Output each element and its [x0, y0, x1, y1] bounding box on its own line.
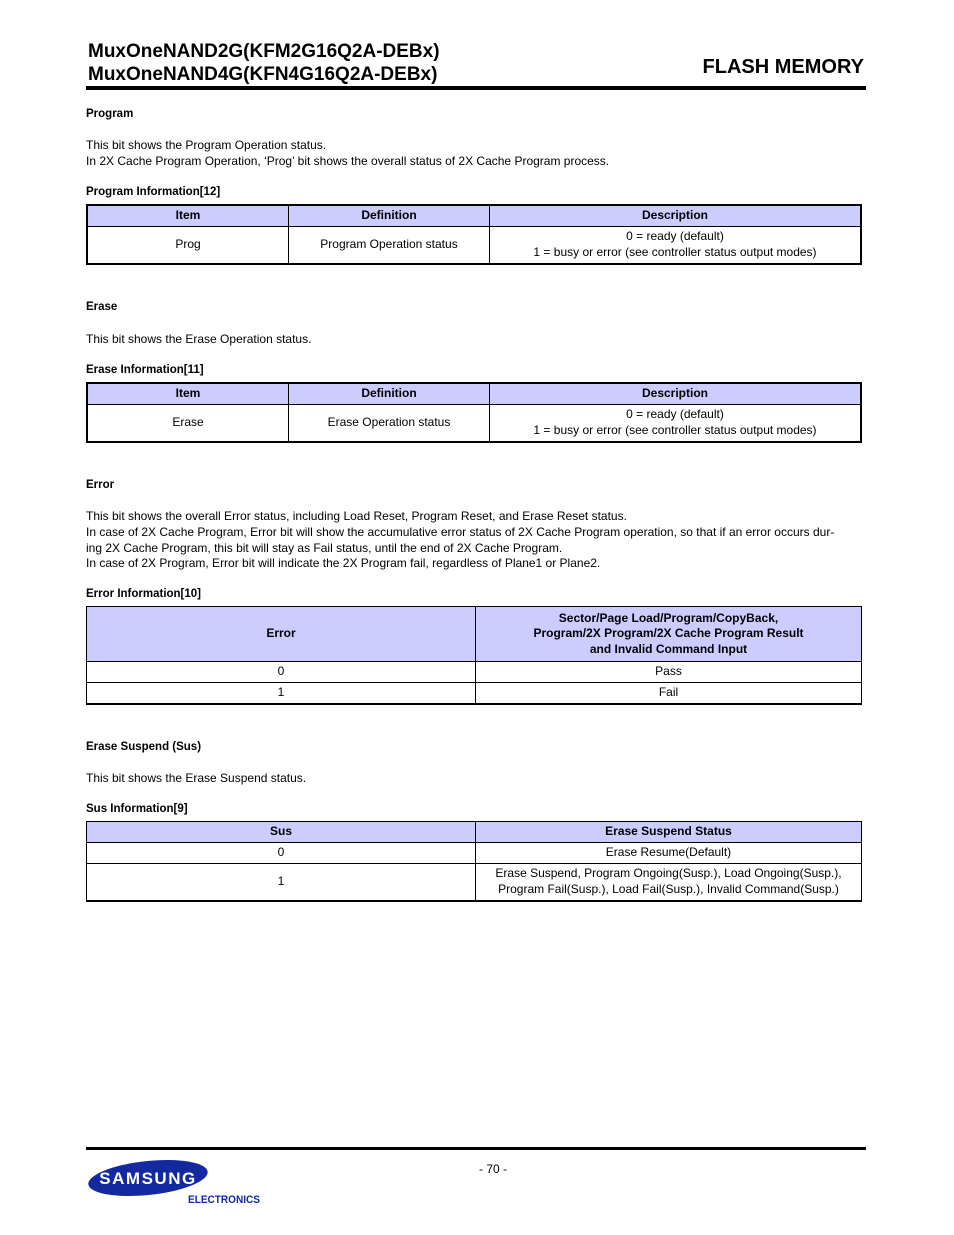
table-row — [87, 864, 862, 901]
program-table-title: Program Information[12] — [86, 186, 221, 198]
samsung-logo — [86, 1156, 266, 1213]
table-header-cell: Description — [490, 205, 862, 227]
table-cell: Fail — [476, 683, 862, 704]
error-text-line: This bit shows the overall Error status, including Load Reset, Program Reset, and Erase Reset status. — [86, 509, 627, 523]
sus-info-table — [86, 821, 862, 902]
table-header-cell: Definition — [289, 383, 490, 405]
program-section-title: Program — [86, 108, 134, 120]
error-text-line: In case of 2X Cache Program, Error bit will show the accumulative error status of 2X Cache Program operation, so that if an error occurs dur- — [86, 524, 835, 539]
error-text-line: In case of 2X Program, Error bit will indicate the 2X Program fail, regardless of Plane1 or Plane2. — [86, 556, 601, 571]
table-cell: 1 — [87, 683, 476, 704]
cell-line: Erase Suspend, Program Ongoing(Susp.), Load Ongoing(Susp.), — [495, 866, 842, 881]
error-section-title: Error — [86, 479, 115, 491]
cell-line: 0 = ready (default) — [626, 407, 724, 422]
cell-line: 1 = busy or error (see controller status output modes) — [533, 422, 817, 437]
sus-description — [86, 771, 866, 787]
table-cell: Erase — [87, 405, 289, 442]
header-line: Program/2X Program/2X Cache Program Result — [533, 626, 804, 641]
table-header-cell: Erase Suspend Status — [476, 822, 862, 843]
table-row — [87, 683, 862, 704]
table-header-cell: Item — [87, 205, 289, 227]
table-cell: 0 — [87, 843, 476, 864]
table-cell: 1 — [87, 864, 476, 901]
table-cell: Erase Resume(Default) — [476, 843, 862, 864]
table-cell: Pass — [476, 662, 862, 683]
footer-rule — [86, 1147, 866, 1150]
table-cell: Erase Operation status — [289, 405, 490, 442]
cell-line: 0 = ready (default) — [626, 229, 724, 244]
table-cell: 0 — [87, 662, 476, 683]
table-header-cell: Description — [490, 383, 862, 405]
table-row — [87, 405, 861, 442]
erase-text-line: This bit shows the Erase Operation status. — [86, 332, 312, 346]
erase-table-title: Erase Information[11] — [86, 364, 204, 376]
table-cell: Prog — [87, 227, 289, 264]
logo-subtext: ELECTRONICS — [188, 1194, 260, 1206]
title-line-2: MuxOneNAND4G(KFN4G16Q2A-DEBx) — [88, 64, 438, 85]
table-row — [87, 843, 862, 864]
table-header-cell: Definition — [289, 205, 490, 227]
erase-info-table — [86, 382, 862, 443]
table-row — [87, 227, 861, 264]
sus-section-title: Erase Suspend (Sus) — [86, 741, 202, 753]
table-cell — [476, 864, 862, 901]
error-text-line: ing 2X Cache Program, this bit will stay as Fail status, until the end of 2X Cache Program. — [86, 540, 563, 555]
samsung-logo-icon — [86, 1156, 266, 1208]
header-category: FLASH MEMORY — [702, 56, 864, 78]
sus-text-line: This bit shows the Erase Suspend status. — [86, 771, 307, 785]
table-cell: Program Operation status — [289, 227, 490, 264]
erase-description — [86, 332, 866, 348]
error-info-table — [86, 606, 862, 705]
table-header-cell: Sus — [87, 822, 476, 843]
page-number: - 70 - — [478, 1162, 507, 1176]
header-rule — [86, 86, 866, 90]
table-header-cell: Item — [87, 383, 289, 405]
erase-section-title: Erase — [86, 301, 118, 313]
table-cell — [490, 227, 862, 264]
table-row — [87, 662, 862, 683]
header-line: and Invalid Command Input — [589, 641, 748, 656]
program-info-table — [86, 204, 862, 265]
program-text-line: This bit shows the Program Operation status. — [86, 138, 327, 152]
error-description — [86, 509, 866, 572]
logo-wordmark: SAMSUNG — [99, 1169, 197, 1188]
program-description — [86, 138, 866, 170]
table-cell — [490, 405, 862, 442]
cell-line: 1 = busy or error (see controller status output modes) — [533, 244, 817, 259]
cell-line: Program Fail(Susp.), Load Fail(Susp.), Invalid Command(Susp.) — [498, 881, 839, 896]
table-header-cell: Error — [87, 607, 476, 662]
error-table-title: Error Information[10] — [86, 588, 202, 600]
sus-table-title: Sus Information[9] — [86, 803, 188, 815]
header-line: Sector/Page Load/Program/CopyBack, — [558, 610, 779, 625]
title-line-1: MuxOneNAND2G(KFM2G16Q2A-DEBx) — [88, 41, 440, 62]
program-text-line: In 2X Cache Program Operation, ‘Prog’ bit shows the overall status of 2X Cache Program process. — [86, 153, 610, 168]
table-header-cell — [476, 607, 862, 662]
document-title — [88, 40, 440, 86]
